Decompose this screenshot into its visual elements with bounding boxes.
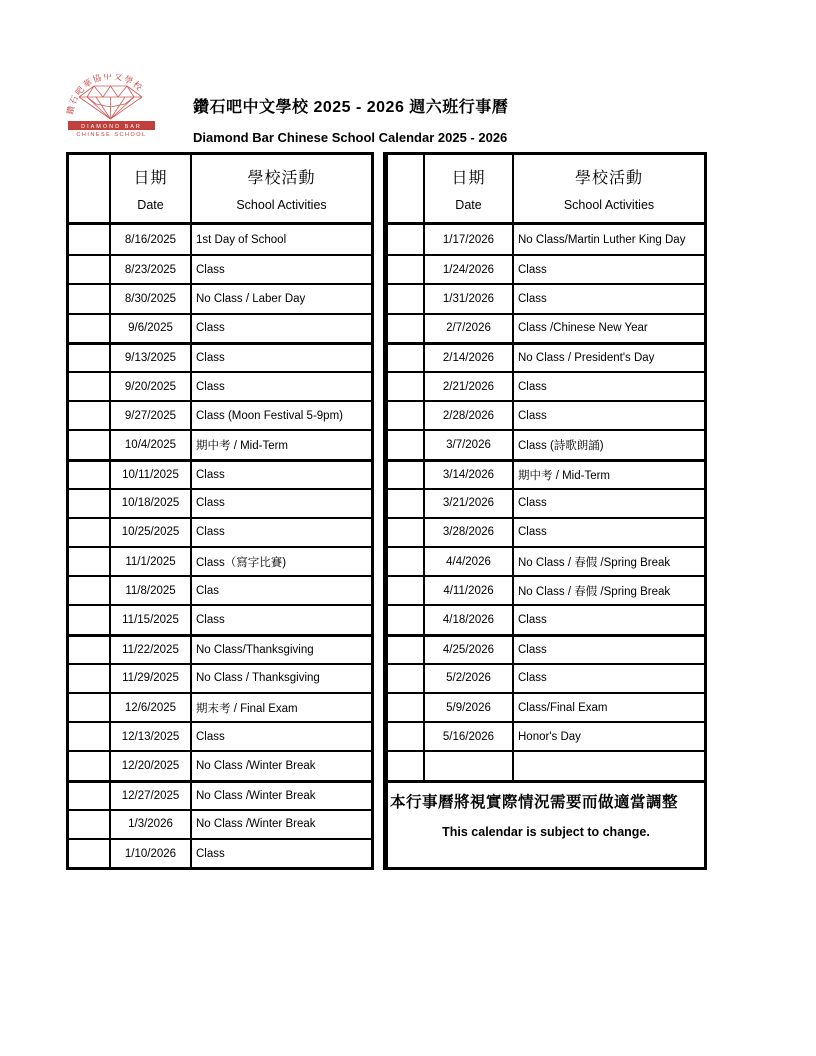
calendar-left-table: [66, 152, 374, 870]
activity-cell: Class (Moon Festival 5-9pm): [196, 409, 343, 422]
row-mark-cell: [388, 694, 425, 721]
date-label-zh: 日期: [133, 170, 168, 187]
date-cell: 3/21/2026: [425, 490, 514, 517]
note-text-english: This calendar is subject to change.: [442, 824, 650, 839]
date-cell: 8/16/2025: [111, 225, 192, 254]
date-cell: 11/8/2025: [111, 577, 192, 604]
activity-cell: Class: [518, 292, 547, 305]
table-row: [69, 692, 371, 721]
date-cell: 5/2/2026: [425, 665, 514, 692]
activities-label-en: School Activities: [563, 198, 655, 212]
activity-cell: Class /Chinese New Year: [518, 322, 648, 335]
date-cell: 4/18/2026: [425, 606, 514, 633]
table-row: [388, 546, 704, 575]
date-cell: 1/31/2026: [425, 285, 514, 312]
calendar-tables: [66, 152, 707, 870]
activities-label-zh: 學校活動: [574, 170, 643, 187]
activity-cell: Clas: [196, 584, 220, 597]
activity-cell: Class: [196, 263, 225, 276]
row-mark-cell: [69, 490, 111, 517]
activity-cell: No Class / Thanksgiving: [196, 672, 320, 685]
row-mark-cell: [69, 345, 111, 371]
date-cell: 12/20/2025: [111, 752, 192, 779]
activity-cell: Class: [518, 643, 547, 656]
date-cell: 3/28/2026: [425, 519, 514, 546]
table-row: [69, 459, 371, 488]
table-row: [388, 283, 704, 312]
row-mark-cell: [388, 577, 425, 604]
date-label-zh: 日期: [451, 170, 486, 187]
row-mark-cell: [69, 315, 111, 342]
table-row: [388, 750, 704, 779]
header-activities-cell: [192, 155, 371, 222]
header-mark-cell: [69, 155, 111, 222]
page-title-chinese: 鑽石吧中文學校 2025 - 2026 週六班行事曆: [193, 99, 509, 116]
table-row: [69, 575, 371, 604]
date-cell: 11/22/2025: [111, 637, 192, 663]
table-row: [69, 838, 371, 867]
table-row: [69, 634, 371, 663]
header-activities-cell: [514, 155, 704, 222]
row-mark-cell: [69, 811, 111, 838]
activity-cell: Class: [196, 380, 225, 393]
calendar-right-table: [383, 152, 707, 870]
table-row: [388, 371, 704, 400]
row-mark-cell: [388, 315, 425, 342]
activity-cell: Class: [518, 409, 547, 422]
table-row: [69, 254, 371, 283]
row-mark-cell: [388, 752, 425, 779]
table-row: [388, 634, 704, 663]
table-row: [69, 604, 371, 633]
logo-arc-text: 鑽石吧華協中文學校: [64, 74, 146, 116]
activity-cell: 期末考 / Final Exam: [196, 702, 298, 715]
row-mark-cell: [388, 490, 425, 517]
date-cell: 12/6/2025: [111, 694, 192, 721]
table-row: [69, 313, 371, 342]
school-logo: [63, 74, 160, 137]
table-row: [388, 517, 704, 546]
activity-cell: Class: [518, 672, 547, 685]
activity-cell: Class: [518, 380, 547, 393]
table-row: [388, 313, 704, 342]
header-titles: [193, 94, 508, 145]
row-mark-cell: [388, 285, 425, 312]
activity-cell: Class: [518, 614, 547, 627]
table-row: [388, 342, 704, 371]
row-mark-cell: [69, 431, 111, 458]
activity-cell: Class: [518, 526, 547, 539]
date-cell: 1/24/2026: [425, 256, 514, 283]
date-cell: 5/16/2026: [425, 723, 514, 750]
table-row: [388, 225, 704, 254]
row-mark-cell: [69, 373, 111, 400]
row-mark-cell: [69, 462, 111, 488]
table-row: [69, 517, 371, 546]
row-mark-cell: [69, 256, 111, 283]
row-mark-cell: [69, 694, 111, 721]
activities-label-zh: 學校活動: [247, 170, 316, 187]
activity-cell: No Class / President's Day: [518, 351, 655, 364]
date-cell: 3/7/2026: [425, 431, 514, 458]
date-label-en: Date: [137, 198, 164, 212]
left-table-rows: [69, 225, 371, 867]
row-mark-cell: [69, 606, 111, 633]
date-cell: 4/4/2026: [425, 548, 514, 575]
date-cell: 10/11/2025: [111, 462, 192, 488]
row-mark-cell: [69, 783, 111, 809]
row-mark-cell: [69, 548, 111, 575]
row-mark-cell: [388, 225, 425, 254]
activity-cell: No Class /Winter Break: [196, 789, 316, 802]
table-row: [69, 429, 371, 458]
date-cell: 10/4/2025: [111, 431, 192, 458]
activity-cell: Class: [518, 263, 547, 276]
date-cell: 4/11/2026: [425, 577, 514, 604]
row-mark-cell: [388, 345, 425, 371]
table-row: [388, 429, 704, 458]
table-row: [69, 225, 371, 254]
date-cell: 2/21/2026: [425, 373, 514, 400]
date-cell: 1/3/2026: [111, 811, 192, 838]
date-cell: 2/28/2026: [425, 402, 514, 429]
header-date-cell: [111, 155, 192, 222]
table-row: [388, 400, 704, 429]
activity-cell: Class（寫字比賽): [196, 556, 287, 569]
table-row: [69, 663, 371, 692]
row-mark-cell: [69, 285, 111, 312]
table-row: [388, 254, 704, 283]
activity-cell: Class (詩歌朗誦): [518, 439, 604, 452]
activity-cell: 期中考 / Mid-Term: [196, 439, 288, 452]
activity-cell: No Class /Winter Break: [196, 818, 316, 831]
table-row: [388, 721, 704, 750]
table-row: [69, 371, 371, 400]
table-row: [388, 604, 704, 633]
header-mark-cell: [388, 155, 425, 222]
date-label-en: Date: [455, 198, 482, 212]
diamond-icon: [79, 86, 142, 119]
row-mark-cell: [388, 462, 425, 488]
table-row: [388, 575, 704, 604]
row-mark-cell: [388, 637, 425, 663]
activity-cell: Class: [196, 730, 225, 743]
row-mark-cell: [388, 402, 425, 429]
date-cell: 9/13/2025: [111, 345, 192, 371]
activity-cell: No Class / 春假 /Spring Break: [518, 585, 671, 598]
left-table-header: [69, 155, 371, 225]
date-cell: 9/20/2025: [111, 373, 192, 400]
note-text-chinese: 本行事曆將視實際情況需要而做適當調整: [390, 793, 679, 811]
table-row: [388, 488, 704, 517]
date-cell: 2/7/2026: [425, 315, 514, 342]
activity-cell: No Class / Laber Day: [196, 292, 306, 305]
activity-cell: No Class / 春假 /Spring Break: [518, 556, 671, 569]
row-mark-cell: [69, 840, 111, 867]
date-cell: 1/10/2026: [111, 840, 192, 867]
logo-banner-text: DIAMOND BAR: [81, 123, 142, 130]
row-mark-cell: [69, 519, 111, 546]
table-row: [69, 342, 371, 371]
table-row: [69, 780, 371, 809]
row-mark-cell: [388, 256, 425, 283]
row-mark-cell: [388, 723, 425, 750]
activity-cell: [514, 752, 704, 779]
row-mark-cell: [69, 723, 111, 750]
date-cell: 4/25/2026: [425, 637, 514, 663]
activity-cell: Honor's Day: [518, 730, 581, 743]
note-area: [388, 780, 704, 868]
row-mark-cell: [69, 577, 111, 604]
date-cell: 11/15/2025: [111, 606, 192, 633]
page-title-english: Diamond Bar Chinese School Calendar 2025 - 2026: [193, 130, 508, 145]
date-cell: 8/23/2025: [111, 256, 192, 283]
row-mark-cell: [388, 548, 425, 575]
table-row: [69, 400, 371, 429]
table-row: [69, 721, 371, 750]
date-cell: 10/25/2025: [111, 519, 192, 546]
activity-cell: No Class/Martin Luther King Day: [518, 233, 686, 246]
activity-cell: Class: [196, 614, 225, 627]
date-cell: [425, 752, 514, 779]
table-row: [388, 663, 704, 692]
activity-cell: No Class /Winter Break: [196, 759, 316, 772]
row-mark-cell: [69, 637, 111, 663]
row-mark-cell: [69, 752, 111, 779]
activity-cell: 期中考 / Mid-Term: [518, 469, 610, 482]
right-table-rows: [388, 225, 704, 780]
row-mark-cell: [388, 519, 425, 546]
activity-cell: 1st Day of School: [196, 233, 287, 246]
table-row: [388, 459, 704, 488]
table-row: [69, 809, 371, 838]
table-row: [69, 750, 371, 779]
row-mark-cell: [388, 373, 425, 400]
table-row: [69, 546, 371, 575]
date-cell: 8/30/2025: [111, 285, 192, 312]
row-mark-cell: [388, 665, 425, 692]
date-cell: 12/27/2025: [111, 783, 192, 809]
row-mark-cell: [69, 665, 111, 692]
date-cell: 9/27/2025: [111, 402, 192, 429]
logo-banner-subtext: CHINESE SCHOOL: [76, 132, 147, 137]
table-row: [388, 692, 704, 721]
table-row: [69, 283, 371, 312]
activity-cell: Class: [196, 322, 225, 335]
date-cell: 12/13/2025: [111, 723, 192, 750]
table-row: [69, 488, 371, 517]
date-cell: 2/14/2026: [425, 345, 514, 371]
date-cell: 9/6/2025: [111, 315, 192, 342]
date-cell: 11/1/2025: [111, 548, 192, 575]
date-cell: 5/9/2026: [425, 694, 514, 721]
activity-cell: Class: [196, 847, 225, 860]
activity-cell: Class: [518, 497, 547, 510]
row-mark-cell: [388, 431, 425, 458]
activity-cell: No Class/Thanksgiving: [196, 643, 314, 656]
header-date-cell: [425, 155, 514, 222]
activity-cell: Class/Final Exam: [518, 701, 608, 714]
date-cell: 3/14/2026: [425, 462, 514, 488]
activities-label-en: School Activities: [236, 198, 327, 212]
activity-cell: Class: [196, 468, 225, 481]
date-cell: 10/18/2025: [111, 490, 192, 517]
row-mark-cell: [69, 225, 111, 254]
date-cell: 11/29/2025: [111, 665, 192, 692]
row-mark-cell: [388, 606, 425, 633]
date-cell: 1/17/2026: [425, 225, 514, 254]
right-table-header: [388, 155, 704, 225]
activity-cell: Class: [196, 526, 225, 539]
row-mark-cell: [69, 402, 111, 429]
activity-cell: Class: [196, 497, 225, 510]
activity-cell: Class: [196, 351, 225, 364]
